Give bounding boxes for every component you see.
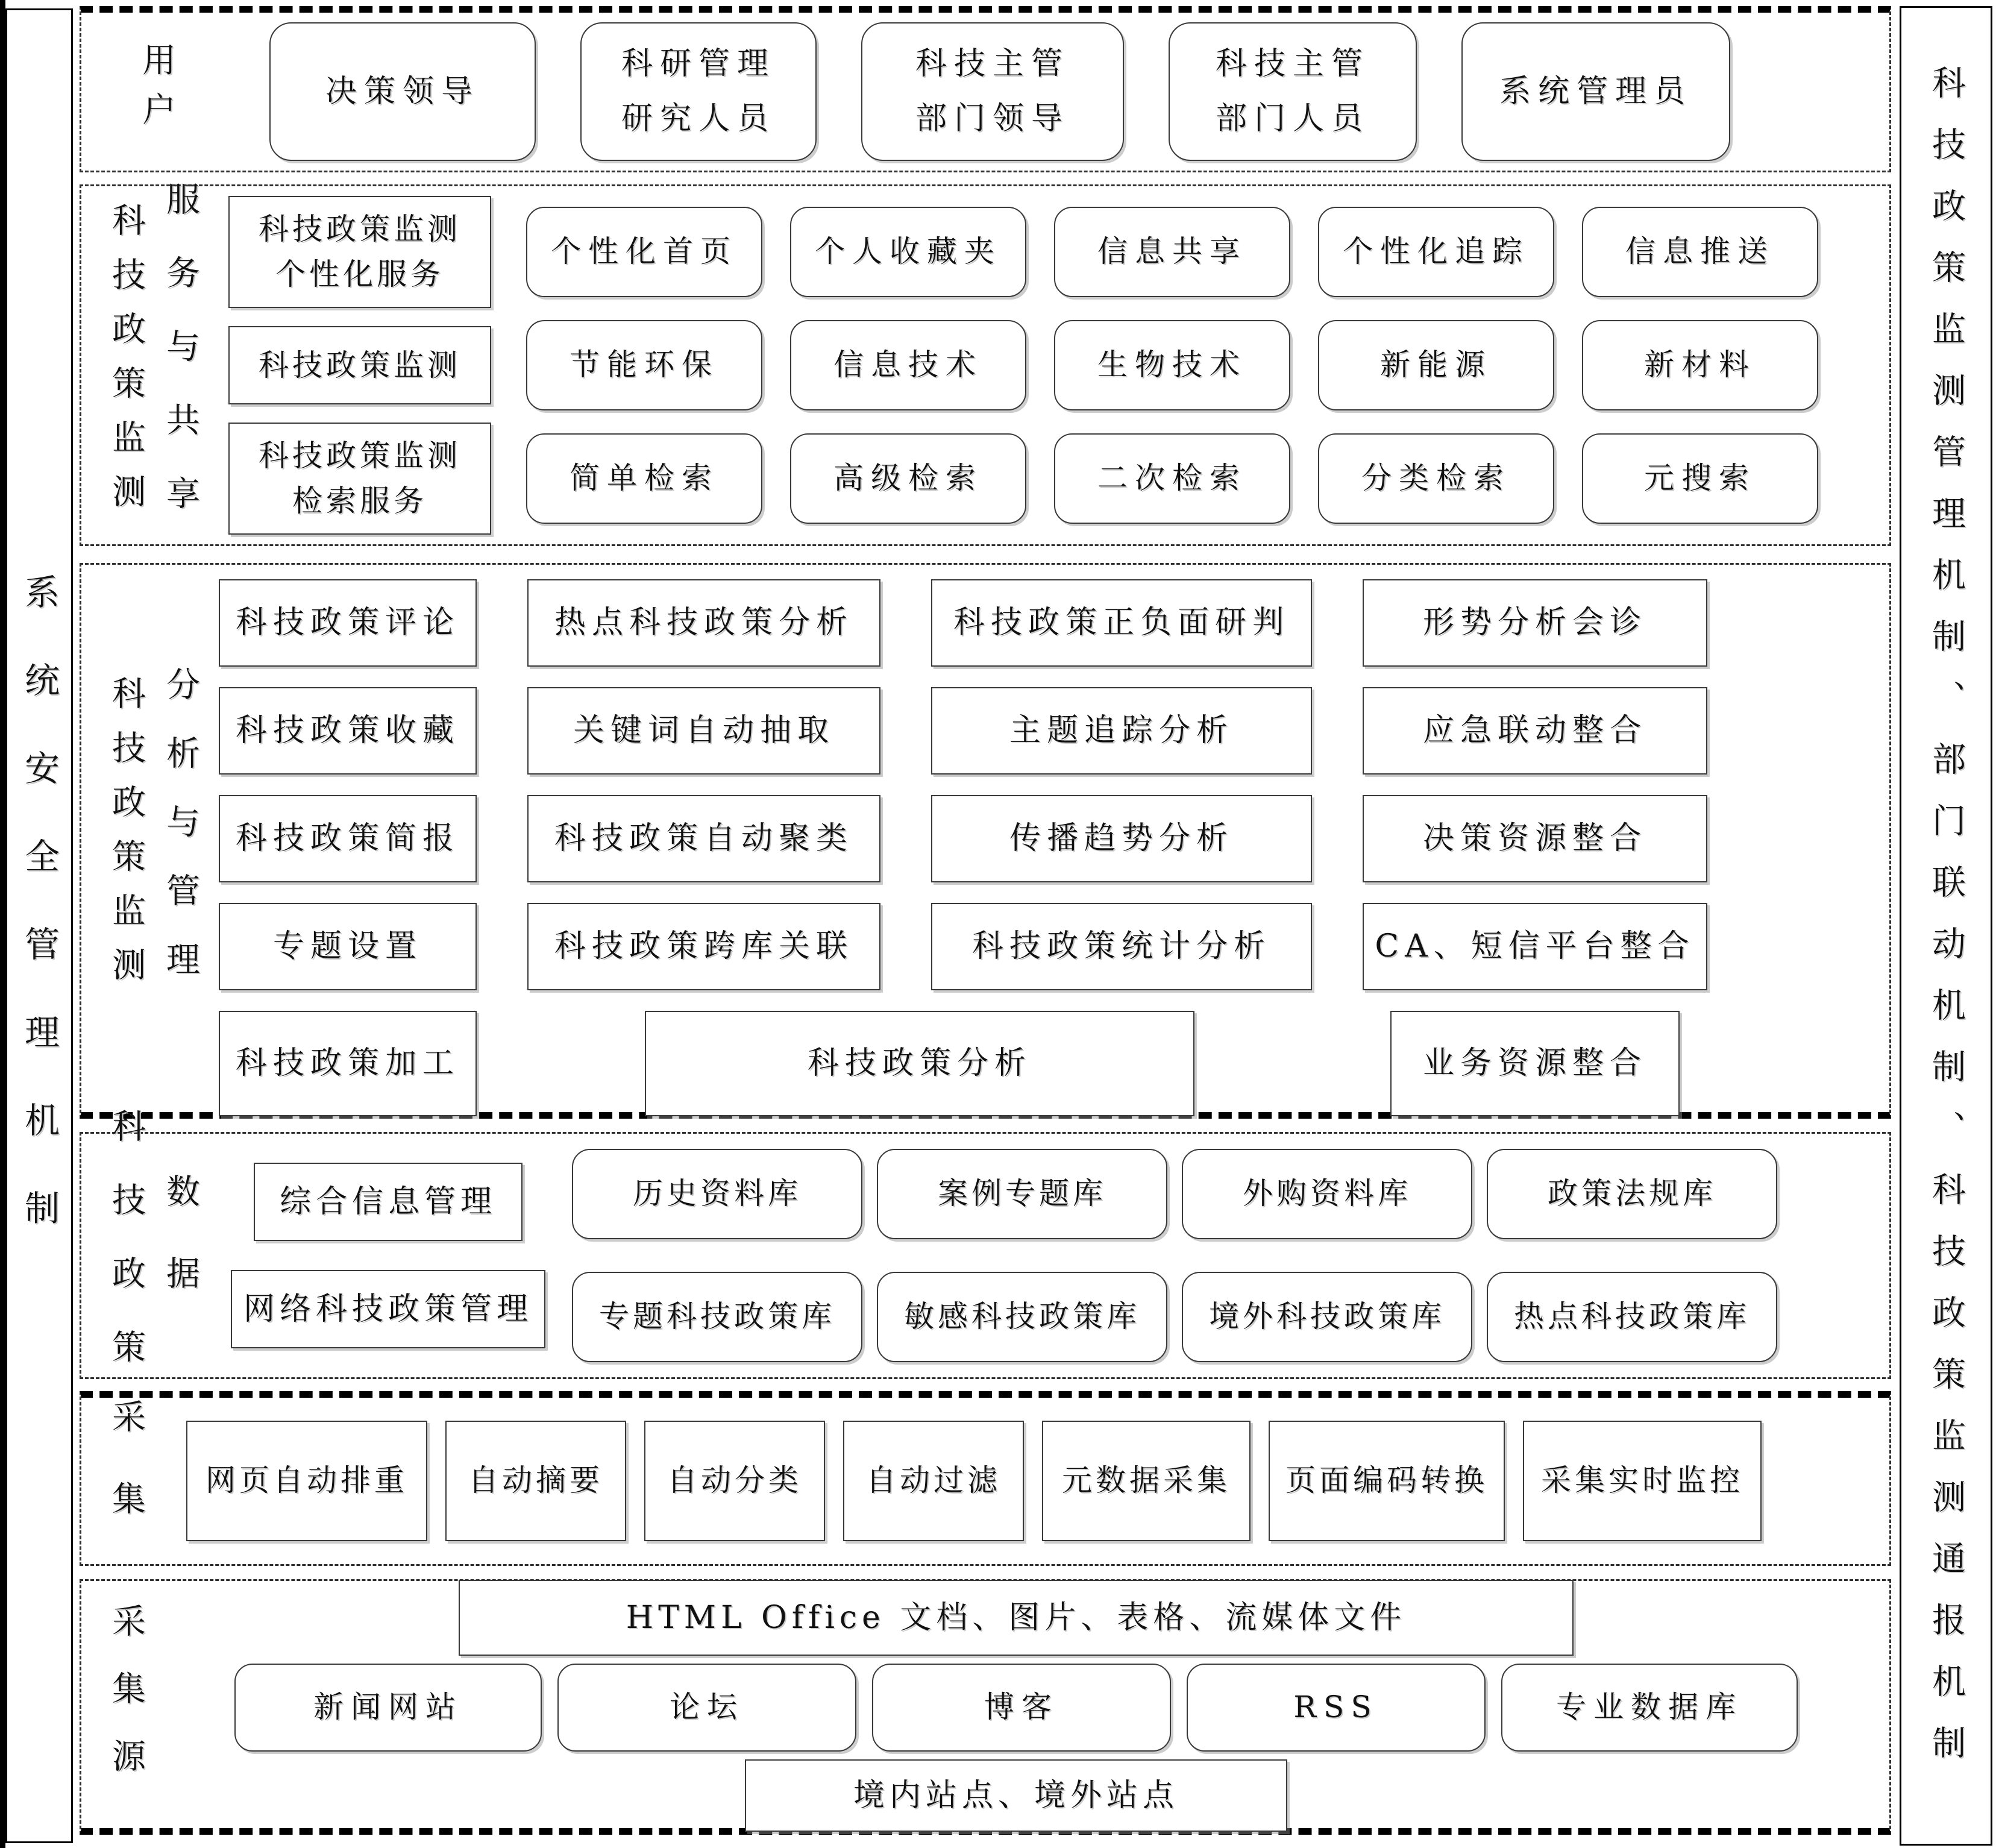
user-role-box xyxy=(580,22,817,161)
source-box xyxy=(1501,1664,1798,1752)
user-role-label: 科技主管 xyxy=(1215,46,1370,82)
service-item-label: 元搜索 xyxy=(1644,460,1756,496)
source-label: 专业数据库 xyxy=(1556,1689,1743,1725)
service-item-box xyxy=(790,433,1026,524)
analysis-label: 科技政策自动聚类 xyxy=(554,820,853,856)
data-management-label: 网络科技政策管理 xyxy=(243,1290,533,1327)
analysis-label: 应急联动整合 xyxy=(1422,712,1647,749)
collection-label: 页面编码转换 xyxy=(1285,1463,1488,1498)
file-types-box xyxy=(459,1580,1574,1656)
service-item-box xyxy=(1054,207,1290,297)
user-role-label: 决策领导 xyxy=(325,73,480,110)
collection-label: 自动过滤 xyxy=(866,1463,1001,1498)
collection-box xyxy=(1269,1421,1505,1541)
analysis-label-col1: 科技政策监测 xyxy=(107,676,146,1001)
collection-section-label: 采集 xyxy=(107,1399,146,1563)
user-role-box xyxy=(861,22,1124,161)
service-item-box xyxy=(1582,207,1818,297)
analysis-box xyxy=(527,903,880,990)
service-item-box xyxy=(790,207,1026,297)
data-label-col1: 科技政策 xyxy=(107,1108,146,1403)
analysis-label: 关键词自动抽取 xyxy=(573,712,835,749)
analysis-box xyxy=(931,687,1312,775)
database-box xyxy=(1487,1149,1777,1239)
section-users xyxy=(80,6,1891,172)
services-section-label xyxy=(107,181,200,549)
analysis-label: 科技政策分析 xyxy=(807,1045,1032,1081)
sources-content xyxy=(143,1580,1889,1832)
source-box xyxy=(234,1664,542,1752)
analysis-label: 专题设置 xyxy=(272,928,422,964)
analysis-label: CA、短信平台整合 xyxy=(1375,928,1695,964)
services-label-col2: 服务与共享 xyxy=(161,181,200,549)
service-item-box xyxy=(1054,433,1290,524)
services-category-column xyxy=(228,196,491,535)
service-item-box xyxy=(526,207,762,297)
source-box xyxy=(557,1664,856,1752)
analysis-label-col2: 分析与管理 xyxy=(161,667,200,1010)
user-role-label: 科技主管 xyxy=(915,46,1070,82)
file-types-label: HTML Office 文档、图片、表格、流媒体文件 xyxy=(626,1599,1407,1636)
right-bar-label: 科技政策监测管理机制、部门联动机制、科技政策监测通报机制 xyxy=(1927,65,1966,1787)
database-label: 政策法规库 xyxy=(1548,1176,1716,1212)
service-category-label: 个性化服务 xyxy=(275,257,444,292)
section-services-sharing xyxy=(80,181,1891,549)
source-box xyxy=(1187,1664,1486,1752)
service-item-label: 生物技术 xyxy=(1097,347,1247,383)
database-box xyxy=(877,1149,1167,1239)
service-item-box xyxy=(1054,320,1290,410)
source-box xyxy=(872,1664,1171,1752)
analysis-box xyxy=(219,795,477,882)
analysis-bottom-box xyxy=(1390,1011,1680,1116)
analysis-label: 热点科技政策分析 xyxy=(554,605,853,641)
analysis-label: 主题追踪分析 xyxy=(1009,712,1234,749)
service-item-box xyxy=(1582,320,1818,410)
sources-section-label: 采集源 xyxy=(107,1603,146,1806)
source-label: 新闻网站 xyxy=(313,1689,463,1725)
service-item-label: 二次检索 xyxy=(1097,460,1247,496)
analysis-box xyxy=(527,579,880,667)
analysis-section-label xyxy=(107,565,200,1112)
collection-label: 网页自动排重 xyxy=(206,1463,408,1498)
analysis-box xyxy=(1363,579,1707,667)
service-category-label: 检索服务 xyxy=(292,483,427,518)
service-category-box xyxy=(228,423,491,535)
section-collection-sources xyxy=(80,1579,1891,1835)
service-item-box xyxy=(1318,320,1554,410)
service-category-box xyxy=(228,196,491,308)
service-item-box xyxy=(1318,433,1554,524)
database-label: 境外科技政策库 xyxy=(1209,1299,1445,1334)
database-box xyxy=(572,1272,862,1362)
service-item-label: 信息技术 xyxy=(833,347,983,383)
collection-box xyxy=(445,1421,626,1541)
sites-label: 境内站点、境外站点 xyxy=(853,1777,1179,1814)
user-role-label: 部门领导 xyxy=(915,101,1070,137)
analysis-label: 科技政策正负面研判 xyxy=(953,605,1290,641)
service-category-label: 科技政策监测 xyxy=(259,347,461,383)
data-management-box xyxy=(231,1270,545,1348)
analysis-label: 科技政策评论 xyxy=(235,605,460,641)
service-item-box xyxy=(526,433,762,524)
analysis-label: 科技政策简报 xyxy=(235,820,460,856)
left-mechanism-bar xyxy=(5,8,73,1843)
sources-row xyxy=(234,1664,1798,1752)
right-mechanism-bar xyxy=(1900,6,1992,1846)
analysis-label: 业务资源整合 xyxy=(1422,1045,1647,1081)
analysis-box xyxy=(527,687,880,775)
analysis-label: 科技政策收藏 xyxy=(235,712,460,749)
analysis-label: 科技政策跨库关联 xyxy=(554,928,853,964)
collection-row xyxy=(186,1421,1762,1541)
service-item-box xyxy=(1318,207,1554,297)
service-item-label: 简单检索 xyxy=(570,460,719,496)
source-label: RSS xyxy=(1293,1689,1379,1725)
service-item-box xyxy=(526,320,762,410)
collection-label: 自动分类 xyxy=(667,1463,802,1498)
analysis-box xyxy=(219,687,477,775)
source-label: 论坛 xyxy=(670,1689,744,1725)
data-management-label: 综合信息管理 xyxy=(279,1183,497,1220)
sites-box xyxy=(745,1759,1287,1832)
database-label: 历史资料库 xyxy=(633,1176,802,1212)
collection-label: 元数据采集 xyxy=(1062,1463,1231,1498)
collection-box xyxy=(186,1421,427,1541)
service-category-box xyxy=(228,326,491,404)
analysis-label: 形势分析会诊 xyxy=(1422,605,1647,641)
user-role-box xyxy=(1169,22,1417,161)
collection-label: 采集实时监控 xyxy=(1541,1463,1743,1498)
data-section-label xyxy=(107,1108,200,1403)
analysis-label: 科技政策加工 xyxy=(235,1045,460,1081)
service-item-label: 个性化首页 xyxy=(551,234,738,269)
analysis-box xyxy=(931,795,1312,882)
analysis-bottom-box xyxy=(645,1011,1194,1116)
user-role-label: 科研管理 xyxy=(621,46,776,82)
collection-box xyxy=(1523,1421,1762,1541)
services-label-col1: 科技政策监测 xyxy=(107,203,146,528)
left-edge-line xyxy=(0,0,5,1848)
user-role-box xyxy=(1461,22,1730,161)
collection-box xyxy=(644,1421,825,1541)
section-collection xyxy=(80,1391,1891,1566)
database-box xyxy=(1487,1272,1777,1362)
user-role-label: 部门人员 xyxy=(1215,101,1370,137)
analysis-box xyxy=(931,903,1312,990)
collection-label: 自动摘要 xyxy=(468,1463,603,1498)
analysis-box xyxy=(527,795,880,882)
service-category-label: 科技政策监测 xyxy=(259,212,461,247)
data-label-col2: 数据 xyxy=(161,1174,200,1337)
analysis-box xyxy=(219,579,477,667)
database-box xyxy=(1182,1272,1472,1362)
database-label: 案例专题库 xyxy=(938,1176,1106,1212)
data-management-column xyxy=(231,1163,545,1348)
database-box xyxy=(572,1149,862,1239)
user-role-box xyxy=(269,22,536,161)
section-policy-data xyxy=(80,1108,1891,1403)
left-bar-label: 系统安全管理机制 xyxy=(19,574,60,1278)
database-label: 专题科技政策库 xyxy=(599,1299,835,1334)
service-category-label: 科技政策监测 xyxy=(259,438,461,473)
analysis-box xyxy=(1363,903,1707,990)
service-item-label: 个性化追踪 xyxy=(1343,234,1530,269)
analysis-box xyxy=(1363,687,1707,775)
collection-box xyxy=(1042,1421,1251,1541)
user-role-label: 研究人员 xyxy=(621,101,776,137)
analysis-box xyxy=(219,903,477,990)
service-item-label: 高级检索 xyxy=(833,460,983,496)
service-item-box xyxy=(790,320,1026,410)
service-item-label: 分类检索 xyxy=(1361,460,1511,496)
service-item-label: 个人收藏夹 xyxy=(815,234,1002,269)
analysis-grid xyxy=(219,579,1707,1116)
users-section-label: 用户 xyxy=(137,42,176,141)
diagram-main xyxy=(80,0,1891,1848)
database-box xyxy=(1182,1149,1472,1239)
service-item-label: 新能源 xyxy=(1380,347,1492,383)
section-analysis-management xyxy=(80,563,1891,1119)
service-item-box xyxy=(1582,433,1818,524)
database-box xyxy=(877,1272,1167,1362)
service-item-label: 信息共享 xyxy=(1097,234,1247,269)
analysis-box xyxy=(1363,795,1707,882)
users-row xyxy=(269,22,1730,161)
analysis-label: 决策资源整合 xyxy=(1422,820,1647,856)
data-management-box xyxy=(254,1163,523,1241)
services-items-grid xyxy=(526,207,1818,524)
user-role-label: 系统管理员 xyxy=(1499,73,1692,110)
analysis-bottom-box xyxy=(219,1011,477,1116)
service-item-label: 节能环保 xyxy=(570,347,719,383)
analysis-box xyxy=(931,579,1312,667)
analysis-label: 科技政策统计分析 xyxy=(971,928,1271,964)
database-label: 敏感科技政策库 xyxy=(904,1299,1140,1334)
service-item-label: 信息推送 xyxy=(1625,234,1775,269)
collection-box xyxy=(843,1421,1024,1541)
database-label: 外购资料库 xyxy=(1243,1176,1411,1212)
analysis-label: 传播趋势分析 xyxy=(1009,820,1234,856)
database-label: 热点科技政策库 xyxy=(1514,1299,1750,1334)
service-item-label: 新材料 xyxy=(1644,347,1756,383)
source-label: 博客 xyxy=(984,1689,1059,1725)
databases-grid xyxy=(572,1149,1777,1362)
